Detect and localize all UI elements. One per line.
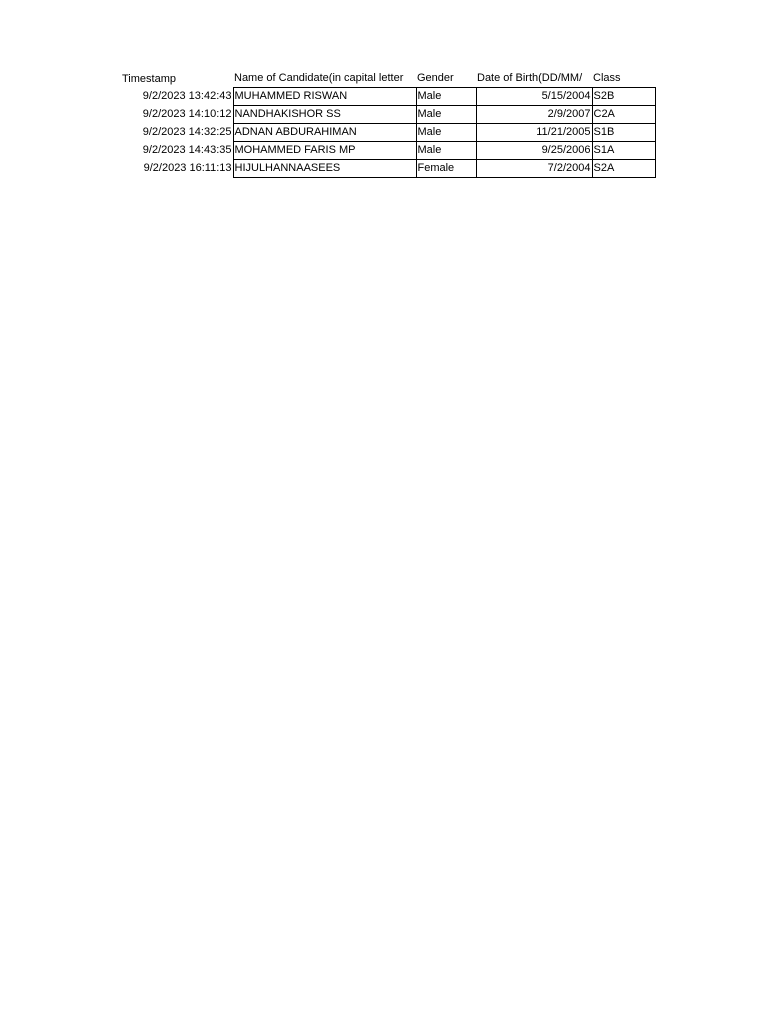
- header-name: Name of Candidate(in capital letter: [234, 72, 404, 84]
- cell-timestamp: 9/2/2023 14:43:35: [142, 144, 232, 156]
- cell-dob: 5/15/2004: [476, 88, 592, 106]
- cell-gender: Male: [416, 124, 476, 142]
- cell-gender: Male: [416, 88, 476, 106]
- cell-timestamp: 9/2/2023 14:32:25: [142, 126, 232, 138]
- cell-gender: Male: [416, 106, 476, 124]
- cell-timestamp: 9/2/2023 14:10:12: [142, 108, 232, 120]
- cell-gender: Female: [416, 160, 476, 178]
- cell-class: S1B: [592, 124, 655, 142]
- cell-name: HIJULHANNAASEES: [233, 160, 416, 178]
- cell-name: MUHAMMED RISWAN: [233, 88, 416, 106]
- cell-name: ADNAN ABDURAHIMAN: [233, 124, 416, 142]
- header-gender: Gender: [417, 72, 454, 84]
- table-row: [121, 124, 655, 142]
- header-class: Class: [593, 72, 621, 84]
- cell-dob: 11/21/2005: [476, 124, 592, 142]
- table-row: [121, 142, 655, 160]
- cell-name: NANDHAKISHOR SS: [233, 106, 416, 124]
- cell-dob: 2/9/2007: [476, 106, 592, 124]
- cell-class: C2A: [592, 106, 655, 124]
- cell-name: MOHAMMED FARIS MP: [233, 142, 416, 160]
- cell-timestamp: 9/2/2023 16:11:13: [143, 162, 232, 174]
- responses-table: [121, 70, 656, 178]
- table-row: [121, 88, 655, 106]
- table-row: [121, 106, 655, 124]
- header-timestamp: Timestamp: [122, 72, 176, 85]
- header-dob: Date of Birth(DD/MM/: [477, 72, 583, 84]
- cell-class: S1A: [592, 142, 655, 160]
- table-row: [121, 160, 655, 178]
- header-row: [121, 70, 655, 88]
- cell-class: S2A: [592, 160, 655, 178]
- cell-dob: 7/2/2004: [476, 160, 592, 178]
- cell-class: S2B: [592, 88, 655, 106]
- cell-timestamp: 9/2/2023 13:42:43: [142, 90, 232, 102]
- cell-dob: 9/25/2006: [476, 142, 592, 160]
- cell-gender: Male: [416, 142, 476, 160]
